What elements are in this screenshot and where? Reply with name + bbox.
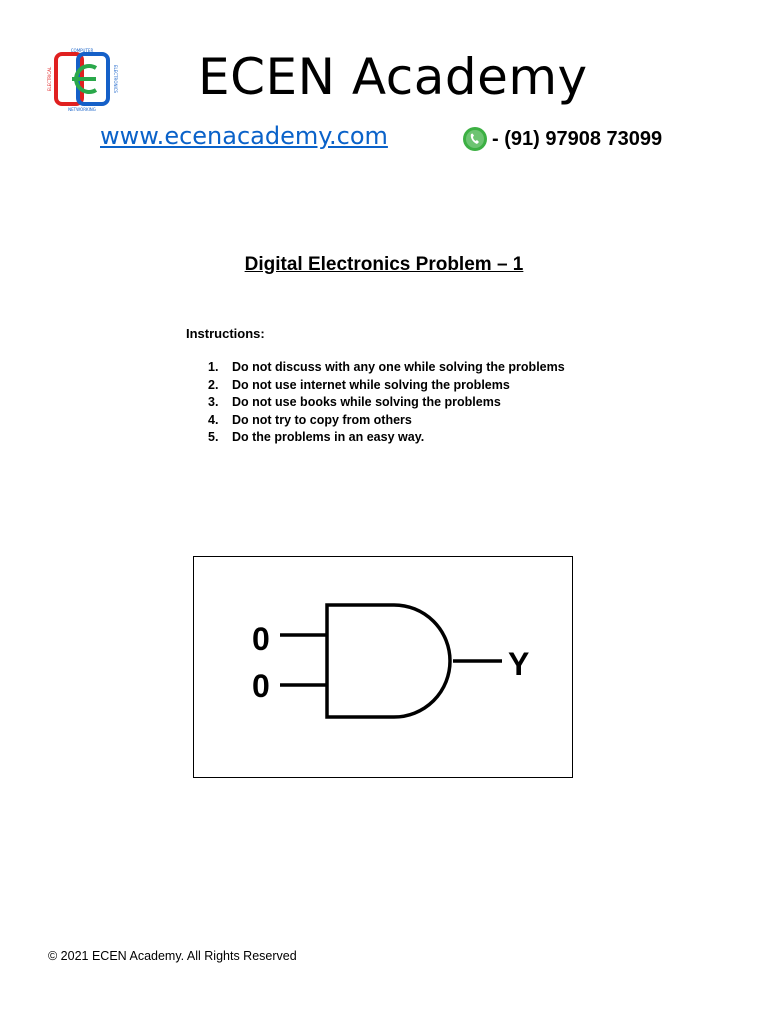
instruction-text: Do not discuss with any one while solving the problems bbox=[232, 360, 565, 374]
and-gate-body bbox=[327, 605, 450, 717]
input-b-label: 0 bbox=[252, 668, 270, 704]
logo-ring-networking: NETWORKING bbox=[68, 107, 96, 112]
instruction-number: 1. bbox=[208, 360, 219, 374]
phone-icon bbox=[462, 126, 488, 152]
copyright-footer: © 2021 ECEN Academy. All Rights Reserved bbox=[48, 949, 297, 963]
instruction-text: Do not try to copy from others bbox=[232, 412, 412, 427]
phone-contact bbox=[462, 126, 662, 152]
problem-title: Digital Electronics Problem – 1 bbox=[244, 254, 524, 275]
instructions-heading: Instructions: bbox=[186, 326, 265, 341]
instructions-list bbox=[208, 360, 565, 448]
instruction-text: Do not use books while solving the problems bbox=[232, 395, 501, 410]
instruction-item bbox=[208, 430, 565, 448]
instruction-number: 5. bbox=[208, 430, 219, 445]
circuit-diagram-box bbox=[193, 556, 573, 778]
logo-ring-computer: COMPUTER bbox=[70, 48, 94, 53]
instruction-item bbox=[208, 360, 565, 378]
phone-number: - (91) 97908 73099 bbox=[492, 127, 663, 150]
ecen-academy-logo-icon bbox=[48, 48, 120, 112]
academy-title: ECEN Academy bbox=[198, 48, 588, 106]
website-link[interactable]: www.ecenacademy.com bbox=[100, 122, 388, 150]
instruction-item bbox=[208, 378, 565, 396]
input-a-label: 0 bbox=[252, 621, 270, 657]
instruction-text: Do the problems in an easy way. bbox=[232, 430, 425, 445]
logo-ring-electronics: ELECTRONICS bbox=[113, 65, 118, 93]
instruction-number: 4. bbox=[208, 412, 219, 427]
instruction-item bbox=[208, 395, 565, 413]
instruction-text: Do not use internet while solving the problems bbox=[232, 377, 510, 392]
instruction-item bbox=[208, 413, 565, 431]
logo-ring-electrical: ELECTRICAL bbox=[47, 66, 52, 92]
instruction-number: 2. bbox=[208, 377, 219, 392]
instruction-number: 3. bbox=[208, 395, 219, 410]
output-label: Y bbox=[508, 646, 530, 682]
